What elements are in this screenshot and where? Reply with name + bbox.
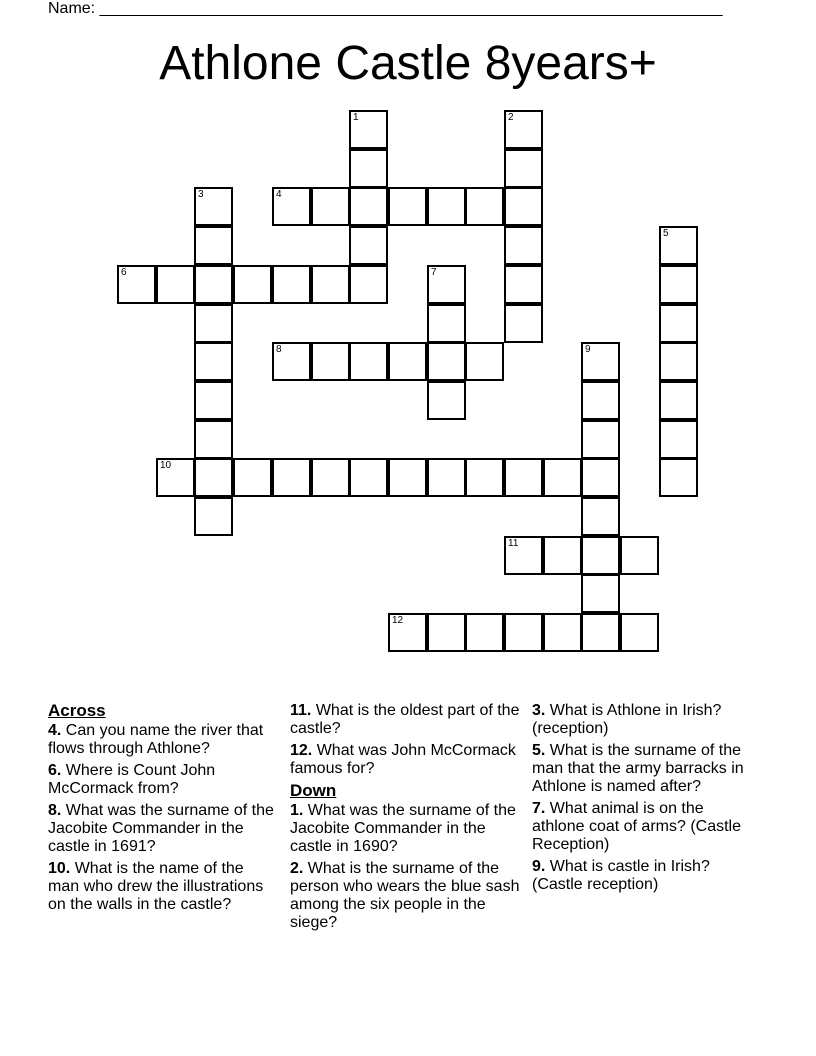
grid-cell[interactable] <box>194 458 233 497</box>
grid-cell[interactable] <box>581 613 620 652</box>
clue-down-2: 2. What is the surname of the person who wears the blue sash among the six people in the siege? <box>290 860 520 931</box>
grid-cell[interactable] <box>427 187 466 226</box>
grid-cell[interactable] <box>465 613 504 652</box>
grid-cell[interactable] <box>581 574 620 613</box>
clues-column-3 <box>532 702 752 898</box>
clue-across-10: 10. What is the name of the man who drew the illustrations on the walls in the castle? <box>48 860 264 913</box>
grid-cell[interactable] <box>504 265 543 304</box>
grid-cell[interactable] <box>272 342 311 381</box>
grid-cell[interactable] <box>272 265 311 304</box>
grid-cell[interactable] <box>427 342 466 381</box>
clue-number: 3 <box>198 189 204 200</box>
clue-number: 7 <box>431 267 437 278</box>
grid-cell[interactable] <box>659 458 698 497</box>
grid-cell[interactable] <box>311 265 350 304</box>
grid-cell[interactable] <box>272 458 311 497</box>
clue-down-7: 7. What animal is on the athlone coat of arms? (Castle Reception) <box>532 800 741 853</box>
grid-cell[interactable] <box>581 497 620 536</box>
clue-down-3: 3. What is Athlone in Irish? (reception) <box>532 702 722 737</box>
clue-down-5: 5. What is the surname of the man that the army barracks in Athlone is named after? <box>532 742 744 795</box>
grid-cell[interactable] <box>659 342 698 381</box>
clue-number: 6 <box>121 267 127 278</box>
grid-cell[interactable] <box>156 265 195 304</box>
name-field-label: Name: ______________________________________________________________________ <box>48 0 723 17</box>
clue-number: 10 <box>160 460 172 471</box>
clue-down-1: 1. What was the surname of the Jacobite Commander in the castle in 1690? <box>290 802 516 855</box>
grid-cell[interactable] <box>581 458 620 497</box>
grid-cell[interactable] <box>465 458 504 497</box>
grid-cell[interactable] <box>504 149 543 188</box>
grid-cell[interactable] <box>504 187 543 226</box>
grid-cell[interactable] <box>504 613 543 652</box>
grid-cell[interactable] <box>194 497 233 536</box>
grid-cell[interactable] <box>311 458 350 497</box>
clues-column-2 <box>290 702 522 936</box>
grid-cell[interactable] <box>659 265 698 304</box>
grid-cell[interactable] <box>427 381 466 420</box>
grid-cell[interactable] <box>504 536 543 575</box>
grid-cell[interactable] <box>581 420 620 459</box>
grid-cell[interactable] <box>311 342 350 381</box>
clue-across-6: 6. Where is Count John McCormack from? <box>48 762 216 797</box>
clue-number: 9 <box>585 344 591 355</box>
grid-cell[interactable] <box>427 613 466 652</box>
grid-cell[interactable] <box>504 304 543 343</box>
down-heading: Down <box>290 781 337 800</box>
grid-cell[interactable] <box>581 381 620 420</box>
grid-cell[interactable] <box>581 536 620 575</box>
grid-cell[interactable] <box>659 381 698 420</box>
grid-cell[interactable] <box>659 304 698 343</box>
grid-cell[interactable] <box>543 536 582 575</box>
grid-cell[interactable] <box>543 613 582 652</box>
grid-cell[interactable] <box>233 265 272 304</box>
grid-cell[interactable] <box>117 265 156 304</box>
grid-cell[interactable] <box>620 536 659 575</box>
grid-cell[interactable] <box>581 342 620 381</box>
grid-cell[interactable] <box>543 458 582 497</box>
page-title: Athlone Castle 8years+ <box>159 37 657 90</box>
grid-cell[interactable] <box>194 265 233 304</box>
grid-cell[interactable] <box>427 304 466 343</box>
grid-cell[interactable] <box>272 187 311 226</box>
grid-cell[interactable] <box>349 265 388 304</box>
grid-cell[interactable] <box>349 149 388 188</box>
clue-number: 5 <box>663 228 669 239</box>
clues-column-1 <box>48 702 278 918</box>
grid-cell[interactable] <box>349 110 388 149</box>
grid-cell[interactable] <box>388 187 427 226</box>
grid-cell[interactable] <box>504 110 543 149</box>
clue-across-4: 4. Can you name the river that flows through Athlone? <box>48 722 264 757</box>
grid-cell[interactable] <box>233 458 272 497</box>
grid-cell[interactable] <box>388 613 427 652</box>
grid-cell[interactable] <box>311 187 350 226</box>
grid-cell[interactable] <box>620 613 659 652</box>
grid-cell[interactable] <box>504 458 543 497</box>
clue-across-8: 8. What was the surname of the Jacobite Commander in the castle in 1691? <box>48 802 274 855</box>
clue-number: 4 <box>276 189 282 200</box>
grid-cell[interactable] <box>388 342 427 381</box>
clue-number: 1 <box>353 112 359 123</box>
grid-cell[interactable] <box>349 226 388 265</box>
grid-cell[interactable] <box>349 187 388 226</box>
grid-cell[interactable] <box>465 187 504 226</box>
clue-across-12: 12. What was John McCormack famous for? <box>290 742 516 777</box>
across-heading: Across <box>48 701 106 720</box>
clue-number: 12 <box>392 615 404 626</box>
grid-cell[interactable] <box>194 381 233 420</box>
grid-cell[interactable] <box>465 342 504 381</box>
grid-cell[interactable] <box>194 342 233 381</box>
grid-cell[interactable] <box>504 226 543 265</box>
grid-cell[interactable] <box>427 458 466 497</box>
grid-cell[interactable] <box>194 226 233 265</box>
grid-cell[interactable] <box>659 420 698 459</box>
grid-cell[interactable] <box>349 458 388 497</box>
grid-cell[interactable] <box>349 342 388 381</box>
clue-number: 8 <box>276 344 282 355</box>
clue-number: 2 <box>508 112 514 123</box>
grid-cell[interactable] <box>427 265 466 304</box>
grid-cell[interactable] <box>194 304 233 343</box>
grid-cell[interactable] <box>194 420 233 459</box>
grid-cell[interactable] <box>388 458 427 497</box>
grid-cell[interactable] <box>659 226 698 265</box>
clue-across-11: 11. What is the oldest part of the castle? <box>290 702 520 737</box>
grid-cell[interactable] <box>194 187 233 226</box>
clue-number: 11 <box>508 538 519 549</box>
grid-cell[interactable] <box>156 458 195 497</box>
clue-down-9: 9. What is castle in Irish? (Castle reception) <box>532 858 710 893</box>
